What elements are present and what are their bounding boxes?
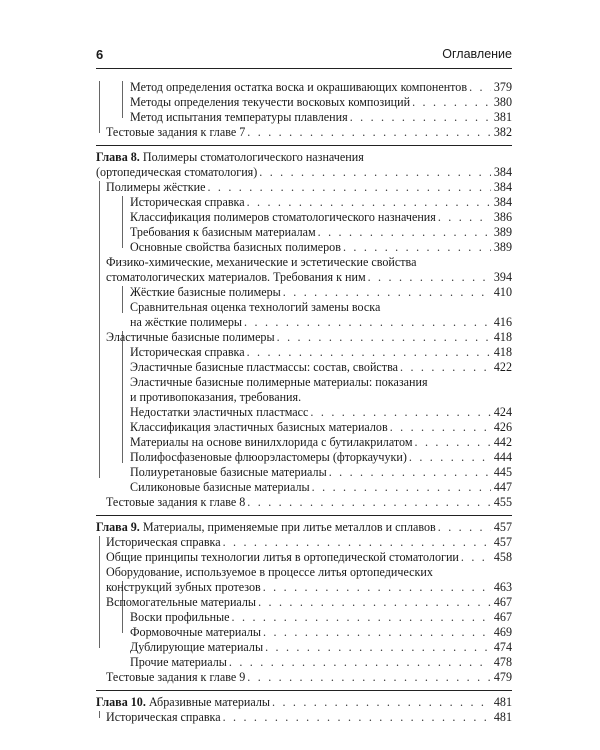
toc-entry-page: 380 xyxy=(493,95,512,109)
toc-entry[interactable] xyxy=(130,480,512,495)
toc-entry[interactable] xyxy=(106,495,512,510)
toc-entry-page: 384 xyxy=(493,195,512,209)
toc-entry[interactable] xyxy=(106,180,512,195)
toc-entry-title: стоматологических материалов. Требования к ним xyxy=(106,270,366,284)
toc-entry-page: 422 xyxy=(493,360,512,374)
toc-entry-title: Основные свойства базисных полимеров xyxy=(130,240,341,254)
toc-entry-page: 379 xyxy=(493,80,512,94)
toc-entry-page: 416 xyxy=(493,315,512,329)
toc-entry-page: 467 xyxy=(493,595,512,609)
toc-entry-title: Жёсткие базисные полимеры xyxy=(130,285,281,299)
toc-entry-page: 444 xyxy=(493,450,512,464)
chapter-divider xyxy=(96,690,512,691)
toc-entry-page: 457 xyxy=(493,535,512,549)
tree-line xyxy=(122,196,123,248)
toc-entry-title: Историческая справка xyxy=(130,195,245,209)
toc-entry-title: Требования к базисным материалам xyxy=(130,225,316,239)
toc-entry[interactable] xyxy=(130,360,512,375)
tree-line xyxy=(99,181,100,478)
tree-line xyxy=(122,286,123,313)
toc-entry-title: Вспомогательные материалы xyxy=(106,595,257,609)
toc-entry-title: Классификация эластичных базисных материалов xyxy=(130,420,388,434)
toc-entry-page: 481 xyxy=(493,710,512,724)
chapter-divider xyxy=(96,515,512,516)
chapter-label: Глава 9. xyxy=(96,520,140,534)
toc-entry-page: 442 xyxy=(493,435,512,449)
toc-entry-page: 384 xyxy=(493,180,512,194)
toc-entry-title: Воски профильные xyxy=(130,610,230,624)
toc-entry[interactable] xyxy=(130,625,512,640)
toc-entry[interactable] xyxy=(130,435,512,450)
toc-entry[interactable] xyxy=(130,300,512,315)
toc-entry-page: 458 xyxy=(493,550,512,564)
tree-line xyxy=(99,711,100,718)
chapter-8-heading[interactable] xyxy=(96,150,512,165)
toc-entry-title: на жёсткие полимеры xyxy=(130,315,243,329)
toc-entry[interactable] xyxy=(130,450,512,465)
toc-entry-title: Формовочные материалы xyxy=(130,625,262,639)
toc-entry[interactable] xyxy=(106,670,512,685)
toc-entry-page: 389 xyxy=(493,240,512,254)
toc-entry-title: Общие принципы технологии литья в ортопедической стоматологии xyxy=(106,550,459,564)
toc-entry[interactable] xyxy=(106,125,512,140)
toc-entry[interactable] xyxy=(130,80,512,95)
toc-entry[interactable] xyxy=(130,195,512,210)
toc-entry[interactable] xyxy=(106,330,512,345)
toc-entry-title: Оборудование, используемое в процессе литья ортопедических xyxy=(106,565,433,579)
toc-entry-page: 410 xyxy=(493,285,512,299)
toc-entry[interactable] xyxy=(106,595,512,610)
toc-entry-page: 418 xyxy=(493,330,512,344)
chapter-page: 384 xyxy=(493,165,512,179)
toc-entry-page: 382 xyxy=(493,125,512,139)
toc-entry-page: 381 xyxy=(493,110,512,124)
chapter-title: Полимеры стоматологического назначения xyxy=(142,150,364,164)
toc-entry-title: Прочие материалы xyxy=(130,655,227,669)
chapter-9-heading[interactable] xyxy=(96,520,512,535)
toc-entry-title: Силиконовые базисные материалы xyxy=(130,480,310,494)
toc-entry-title: Полимеры жёсткие xyxy=(106,180,206,194)
toc-entry[interactable] xyxy=(130,225,512,240)
toc-entry-title: Историческая справка xyxy=(106,535,221,549)
toc-entry[interactable] xyxy=(130,375,512,390)
toc-entry[interactable] xyxy=(130,95,512,110)
toc-entry-page: 424 xyxy=(493,405,512,419)
toc-entry-title: Физико-химические, механические и эстетические свойства xyxy=(106,255,417,269)
toc-entry[interactable] xyxy=(130,240,512,255)
chapter-page: 457 xyxy=(493,520,512,534)
toc-entry-page: 469 xyxy=(493,625,512,639)
toc-entry-page: 426 xyxy=(493,420,512,434)
toc-entry-title: Метод испытания температуры плавления xyxy=(130,110,348,124)
chapter-title-cont: (ортопедическая стоматология) xyxy=(96,165,258,179)
toc-entry-title: Классификация полимеров стоматологического назначения xyxy=(130,210,436,224)
toc-entry[interactable] xyxy=(130,465,512,480)
tree-line xyxy=(99,81,100,133)
toc-entry-title: Эластичные базисные полимерные материалы: показания xyxy=(130,375,428,389)
toc-entry-page: 386 xyxy=(493,210,512,224)
toc-entry-page: 463 xyxy=(493,580,512,594)
chapter-label: Глава 8. xyxy=(96,150,140,164)
toc-entry-title: Методы определения текучести восковых композиций xyxy=(130,95,411,109)
toc-entry-page: 467 xyxy=(493,610,512,624)
toc-entry[interactable] xyxy=(106,550,512,565)
toc-entry[interactable] xyxy=(130,285,512,300)
toc-entry-title: Полиуретановые базисные материалы xyxy=(130,465,327,479)
toc-entry[interactable] xyxy=(130,345,512,360)
toc-entry[interactable] xyxy=(106,270,512,285)
toc-entry-title: Эластичные базисные полимеры xyxy=(106,330,275,344)
toc-entry[interactable] xyxy=(130,640,512,655)
toc-entry[interactable] xyxy=(130,405,512,420)
toc-entry[interactable] xyxy=(130,390,512,405)
toc-entry-title: Дублирующие материалы xyxy=(130,640,264,654)
toc-entry-title: и противопоказания, требования. xyxy=(130,390,302,404)
chapter-divider xyxy=(96,145,512,146)
chapter-page: 481 xyxy=(493,695,512,709)
toc-entry-title: Тестовые задания к главе 7 xyxy=(106,125,246,139)
header-rule xyxy=(96,68,512,69)
toc-entry-title: Историческая справка xyxy=(106,710,221,724)
toc-entry-title: Сравнительная оценка технологий замены воска xyxy=(130,300,381,314)
toc-entry-page: 445 xyxy=(493,465,512,479)
chapter-title: Абразивные материалы xyxy=(148,695,270,709)
toc-entry[interactable] xyxy=(130,610,512,625)
toc-entry[interactable] xyxy=(106,580,512,595)
toc-entry-page: 455 xyxy=(493,495,512,509)
toc-entry-page: 389 xyxy=(493,225,512,239)
chapter-title: Материалы, применяемые при литье металлов и сплавов xyxy=(142,520,436,534)
chapter-10-heading[interactable] xyxy=(96,695,512,710)
toc-entry-title: Эластичные базисные пластмассы: состав, свойства xyxy=(130,360,398,374)
page-header xyxy=(96,47,512,67)
toc-entry-title: Метод определения остатка воска и окрашивающих компонентов xyxy=(130,80,468,94)
tree-line xyxy=(122,81,123,118)
toc-entry-title: Материалы на основе винилхлорида с бутилакрилатом xyxy=(130,435,413,449)
toc-entry-title: Тестовые задания к главе 8 xyxy=(106,495,246,509)
toc-entry-page: 447 xyxy=(493,480,512,494)
chapter-label: Глава 10. xyxy=(96,695,146,709)
running-title: Оглавление xyxy=(442,47,512,61)
toc-entry-page: 478 xyxy=(493,655,512,669)
toc-entry[interactable] xyxy=(106,710,512,725)
toc-entry[interactable] xyxy=(130,420,512,435)
tree-line xyxy=(122,331,123,463)
toc-entry-title: конструкций зубных протезов xyxy=(106,580,261,594)
toc-entry-title: Историческая справка xyxy=(130,345,245,359)
tree-line xyxy=(99,536,100,648)
page-number: 6 xyxy=(96,47,104,62)
toc-entry-page: 394 xyxy=(493,270,512,284)
toc-entry[interactable] xyxy=(130,210,512,225)
toc-entry-page: 474 xyxy=(493,640,512,654)
toc-entry[interactable] xyxy=(106,565,512,580)
toc-entry-title: Недостатки эластичных пластмасс xyxy=(130,405,309,419)
toc-entry[interactable] xyxy=(130,315,512,330)
toc-entry[interactable] xyxy=(130,110,512,125)
toc-entry[interactable] xyxy=(106,255,512,270)
toc-entry-page: 479 xyxy=(493,670,512,684)
toc-entry[interactable] xyxy=(106,535,512,550)
toc-entry[interactable] xyxy=(130,655,512,670)
toc-entry-title: Полифосфазеновые флюорэластомеры (фторкаучуки) xyxy=(130,450,407,464)
toc-entry-page: 418 xyxy=(493,345,512,359)
toc-entry-title: Тестовые задания к главе 9 xyxy=(106,670,246,684)
chapter-8-heading-cont[interactable] xyxy=(96,165,512,180)
